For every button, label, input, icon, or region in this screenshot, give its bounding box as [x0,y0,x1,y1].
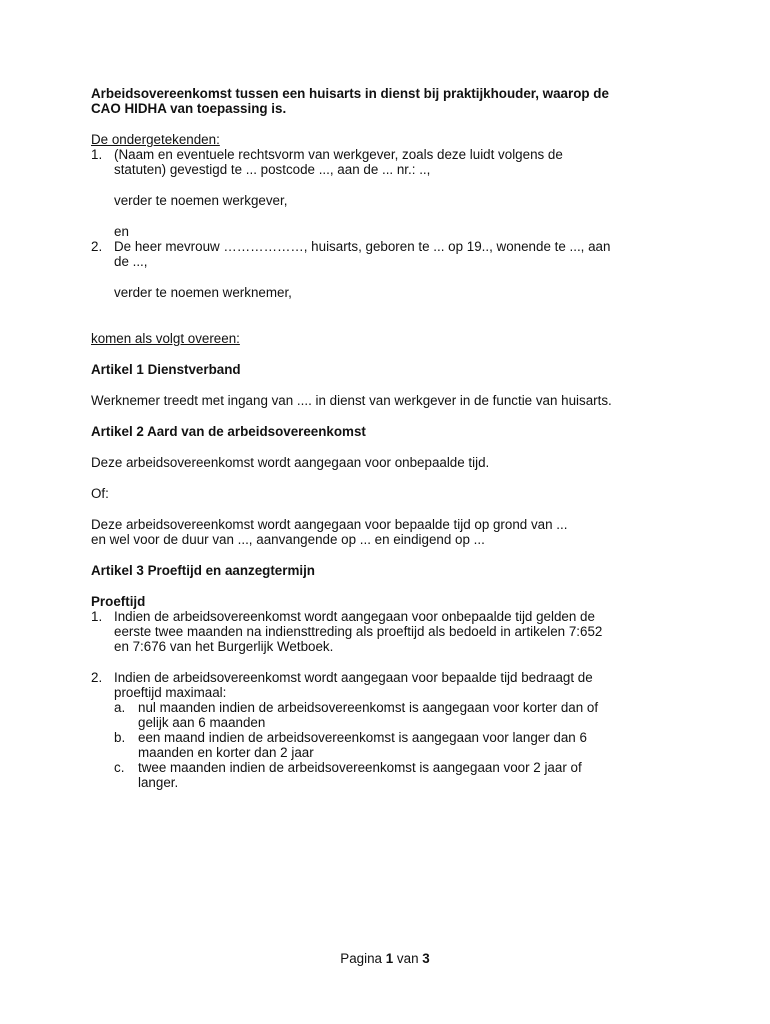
probation-item-1 [91,609,681,654]
agree-heading: komen als volgt overeen: [91,331,240,346]
probation-subitem-a-letter: a. [114,700,126,715]
party-2 [91,239,681,269]
party-1-line-1: (Naam en eventuele rechtsvorm van werkgever, zoals deze luidt volgens de [114,147,563,162]
probation-item-2-line-2: proeftijd maximaal: [114,685,227,700]
probation-item-1-line-3: en 7:676 van het Burgerlijk Wetboek. [114,639,334,654]
probation-subitem-b-line-1: een maand indien de arbeidsovereenkomst is aangegaan voor langer dan 6 [138,730,587,745]
probation-list [91,609,681,790]
probation-subitem-c-line-2: langer. [138,775,179,790]
of-word: van [396,951,419,966]
party-2-line-1: De heer mevrouw ………………, huisarts, geboren te ... op 19.., wonende te ..., aan [114,239,611,254]
title-line-2: CAO HIDHA van toepassing is. [91,101,287,116]
article-1-heading: Artikel 1 Dienstverband [91,362,241,377]
undersigned-heading: De ondergetekenden: [91,132,220,147]
party-1-designation: verder te noemen werkgever, [114,193,288,208]
article-3-heading: Artikel 3 Proeftijd en aanzegtermijn [91,563,315,578]
article-2-text-2-line-2: en wel voor de duur van ..., aanvangende op ... en eindigend op ... [91,532,485,547]
party-1-number: 1. [91,147,103,162]
page-word: Pagina [340,951,382,966]
title-line-1: Arbeidsovereenkomst tussen een huisarts in dienst bij praktijkhouder, waarop de [91,86,609,101]
page-total: 3 [422,951,430,966]
probation-subitem-a-line-1: nul maanden indien de arbeidsovereenkomst is aangegaan voor korter dan of [138,700,599,715]
probation-sublist [114,700,681,790]
parties-list-2 [91,239,681,269]
party-1 [91,147,681,177]
probation-subitem-b [114,730,681,760]
probation-item-2-line-1: Indien de arbeidsovereenkomst wordt aangegaan voor bepaalde tijd bedraagt de [114,670,593,685]
page-footer [0,951,770,966]
party-2-number: 2. [91,239,103,254]
probation-subitem-c-line-1: twee maanden indien de arbeidsovereenkomst is aangegaan voor 2 jaar of [138,760,582,775]
probation-item-1-number: 1. [91,609,103,624]
party-1-line-2: statuten) gevestigd te ... postcode ..., aan de ... nr.: .., [114,162,431,177]
article-2-text-1: Deze arbeidsovereenkomst wordt aangegaan voor onbepaalde tijd. [91,455,490,470]
probation-subitem-c-letter: c. [114,760,125,775]
probation-item-2 [91,670,681,790]
and-word: en [114,224,129,239]
document-body [91,86,681,790]
probation-subitem-a [114,700,681,730]
probation-subitem-b-letter: b. [114,730,126,745]
parties-list-1 [91,147,681,177]
party-2-line-2: de ..., [114,254,148,269]
page-current: 1 [385,951,394,966]
article-2-heading: Artikel 2 Aard van de arbeidsovereenkomst [91,424,366,439]
article-1-text: Werknemer treedt met ingang van .... in dienst van werkgever in de functie van huisarts. [91,393,612,408]
probation-subitem-c [114,760,681,790]
article-3-subheading: Proeftijd [91,594,146,609]
article-2-or: Of: [91,486,109,501]
probation-subitem-a-line-2: gelijk aan 6 maanden [138,715,266,730]
probation-subitem-b-line-2: maanden en korter dan 2 jaar [138,745,314,760]
probation-item-1-line-1: Indien de arbeidsovereenkomst wordt aangegaan voor onbepaalde tijd gelden de [114,609,595,624]
article-2-text-2-line-1: Deze arbeidsovereenkomst wordt aangegaan voor bepaalde tijd op grond van ... [91,517,568,532]
party-2-designation: verder te noemen werknemer, [114,285,292,300]
article-2-text-2 [91,517,681,547]
document-title [91,86,681,116]
probation-item-1-line-2: eerste twee maanden na indiensttreding als proeftijd als bedoeld in artikelen 7:652 [114,624,603,639]
probation-item-2-number: 2. [91,670,103,685]
